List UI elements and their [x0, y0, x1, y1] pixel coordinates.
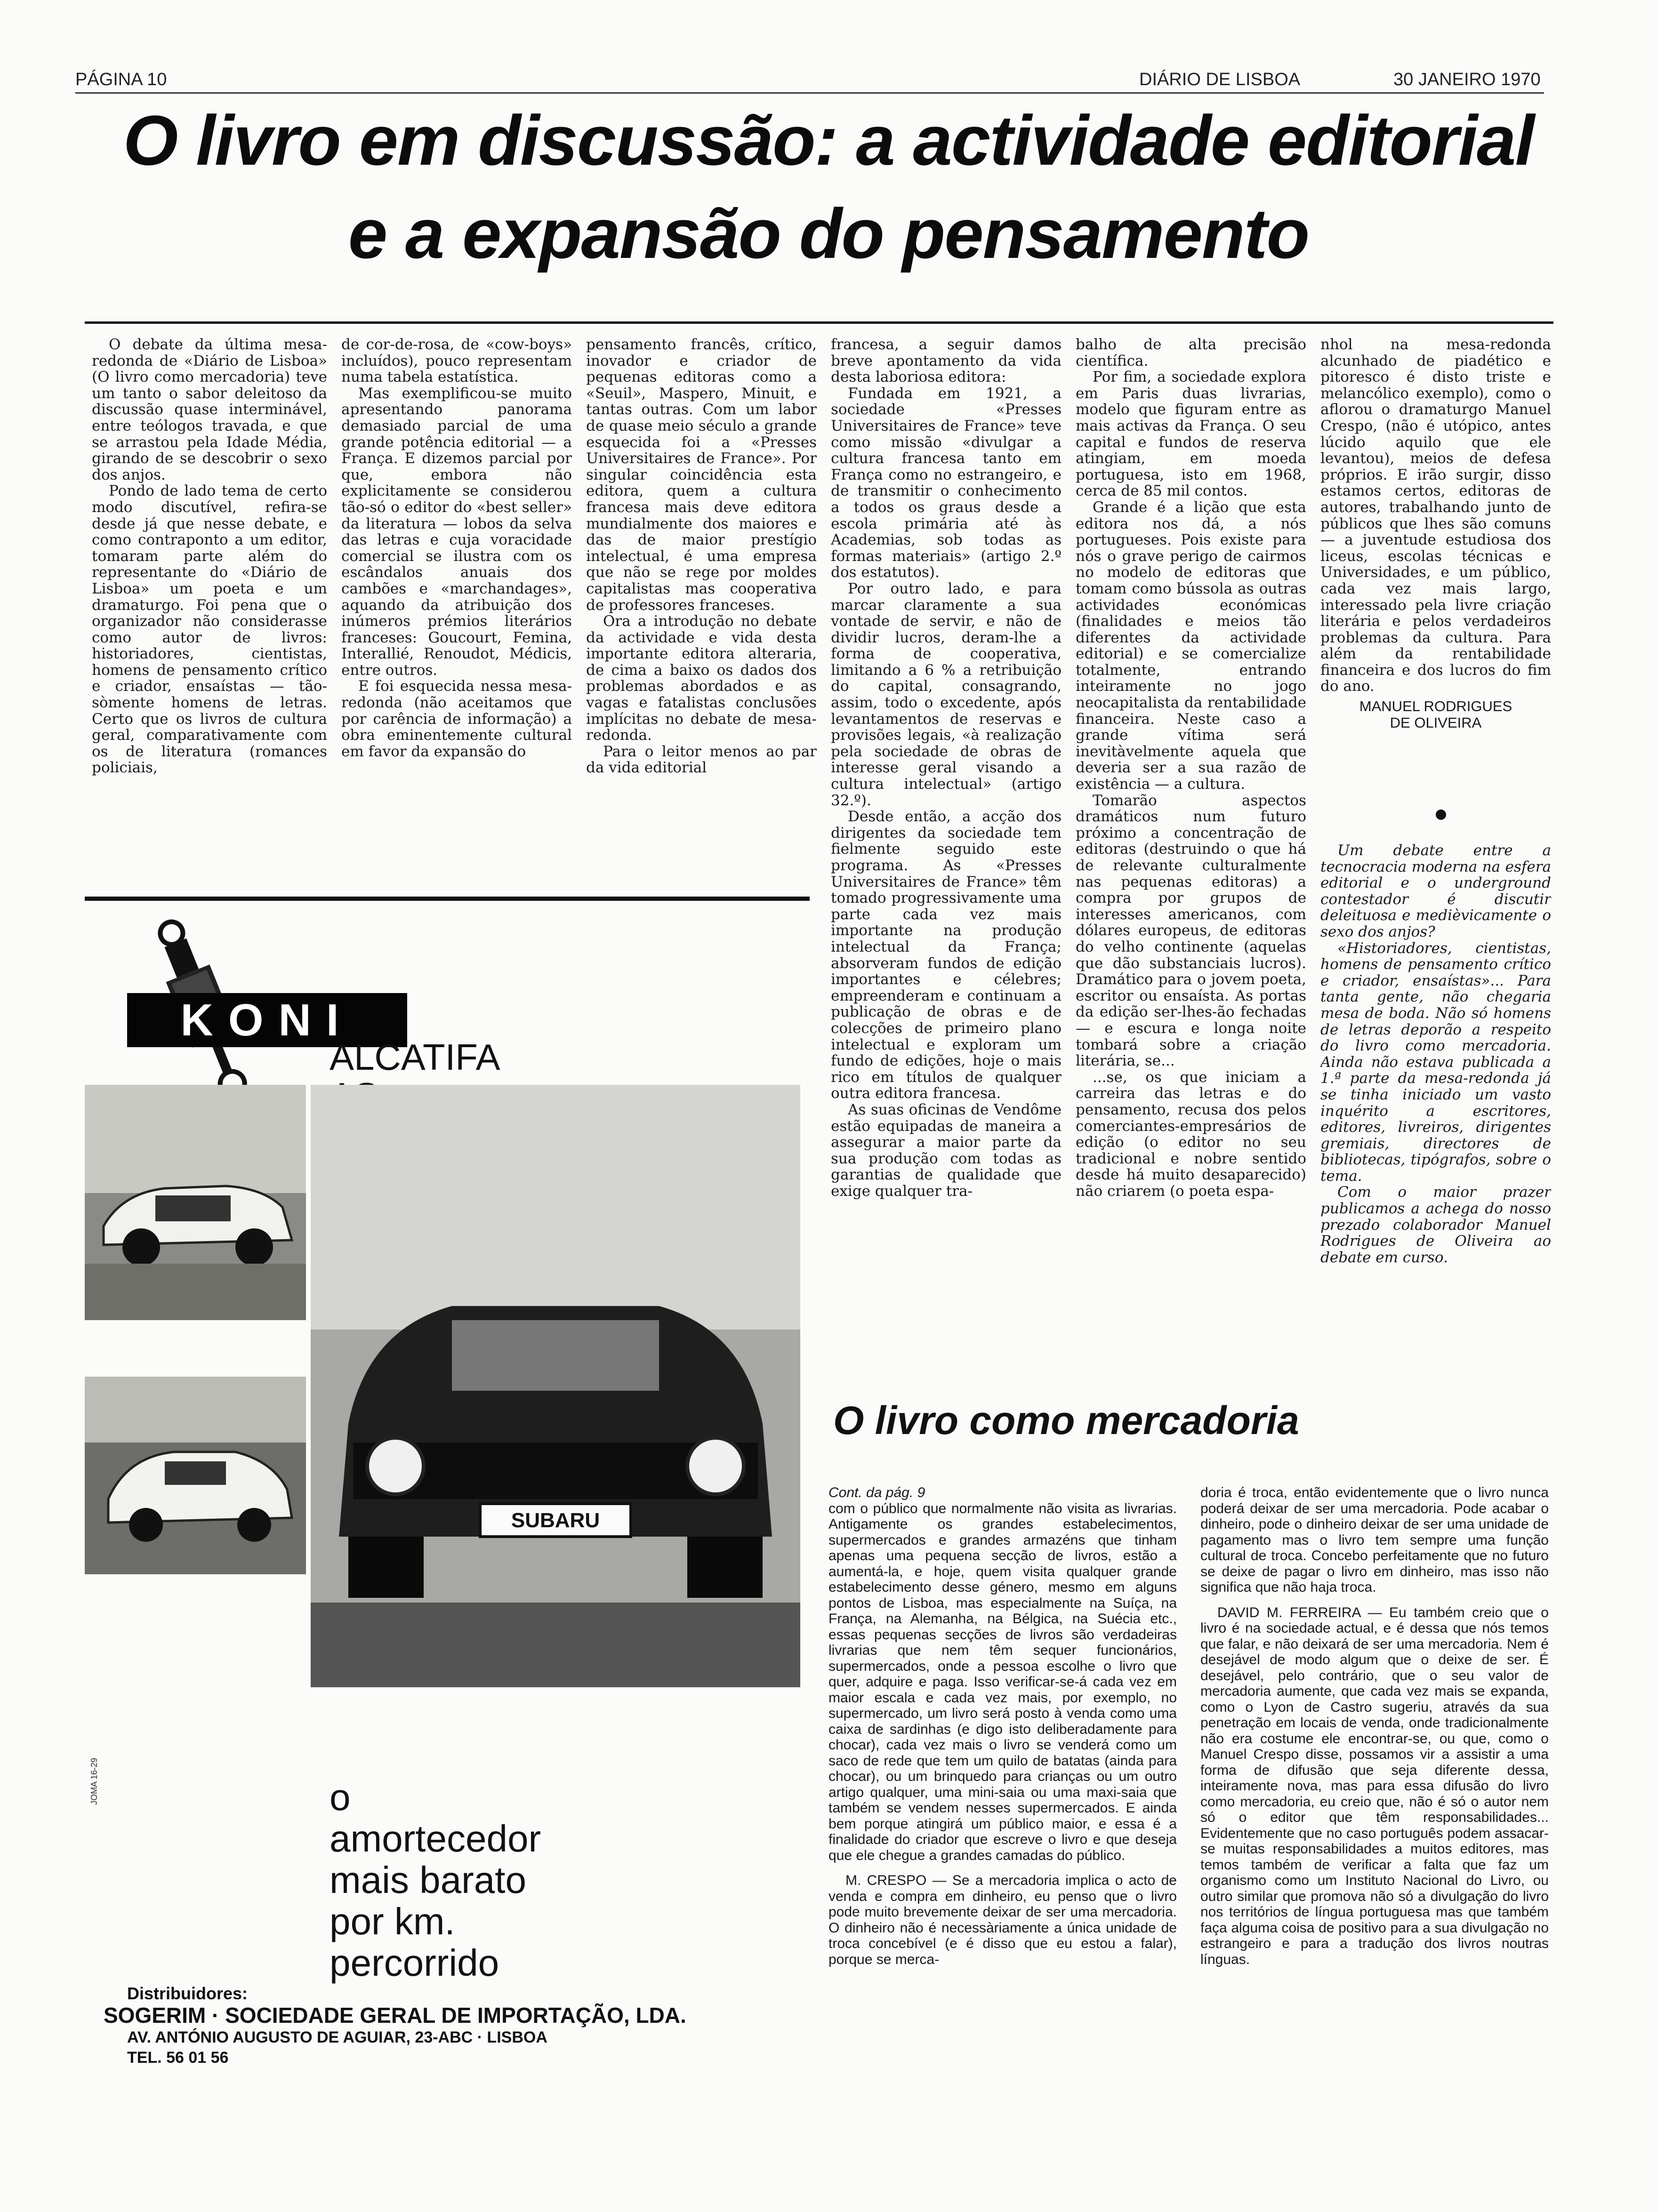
subaru-car-photo — [311, 1085, 800, 1687]
paragraph: de cor-de-rosa, de «cow-boys» incluídos), pouco representam numa tabela estatística. — [341, 337, 572, 386]
paragraph: doria é troca, então evidentemente que o livro nunca poderá deixar de ser uma mercadoria. Pode acabar o dinheiro, pode o dinheiro deixar de ser uma unidade de pagamento mas o livro tem sempre uma função cultural de troca. Concebo perfeitamente que no futuro se deixe de pagar o livro em dinheiro, mas isso não significa que não haja troca. — [1200, 1485, 1549, 1595]
paragraph: balho de alta precisão científica. — [1076, 337, 1306, 369]
author-signature-line-2: DE OLIVEIRA — [1390, 714, 1482, 731]
article-column-2 — [341, 337, 572, 859]
article-column-1 — [92, 337, 327, 859]
slogan-line: ALCATIFA — [330, 1036, 500, 1078]
tagline-line: amortecedor — [330, 1818, 541, 1859]
article-column-4 — [831, 337, 1062, 1362]
author-signature-line-1: MANUEL RODRIGUES — [1359, 698, 1512, 715]
header-rule — [75, 92, 1544, 94]
car-photo-top-left — [85, 1085, 306, 1320]
headline-line-2: e a expansão do pensamento — [348, 194, 1309, 273]
paragraph: com o público que normalmente não visita as livrarias. Antigamente os grandes estabelecimentos, supermercados e grandes armazéns que tinham apenas uma pequena secção de livros, estão a aumentá-la, e hoje, quem visita qualquer grande estabelecimento desse género, mesmo em alguns pontos de Lisboa, mas especialmente na Suíça, na França, na Alemanha, na Bélgica, na Suécia etc., essas pequenas secções de livros são verdadeiras livrarias que nem têm sequer funcionários, supermercados, onde a pessoa escolhe o livro que quer, adquire e paga. Isso verificar-se-á cada vez em maior escala e cada vez mais, por exemplo, no supermercado, um livro será posto à venda como uma caixa de sardinhas (e digo isto deliberadamente para chocar), cada vez mais o livro se venderá como um saco de rede que tem um quilo de batatas (ainda para chocar), ou um brinquedo para crianças ou um outro artigo qualquer, uma mini-saia ou uma maxi-saia que também se vendem nesses supermercados. E ainda bem porque atingirá um público maior, e essa é a finalidade do criador que escreve o livro e que deseja que ele chegue a grandes camadas do público. — [828, 1500, 1177, 1863]
second-article-title: O livro como mercadoria — [833, 1398, 1299, 1443]
paragraph: Fundada em 1921, a sociedade «Presses Universitaires de France» teve como missão «divulgar a cultura francesa tanto em França como no estrangeiro, e de transmitir o conhecimento a todos os graus desde a escola primária até às Academias, sob todas as formas materiais» (artigo 2.º dos estatutos). — [831, 385, 1062, 581]
paragraph: pensamento francês, crítico, inovador e criador de pequenas editoras como a «Seuil», Maspero, Minuit, e tantas outras. Com um labor de quase meio século a grande esquecida foi a «Presses Universitaires de France». Por singular coincidência esta editora, quem a cultura francesa mais deve editora mundialmente dos maiores e das de maior prestígio intelectual, é uma empresa que não se rege por moldes capitalistas mas cooperativa de professores franceses. — [586, 337, 817, 614]
newspaper-name: DIÁRIO DE LISBOA — [1139, 70, 1301, 89]
tagline-line: o — [330, 1776, 351, 1818]
article-column-6 — [1320, 337, 1551, 793]
paragraph: DAVID M. FERREIRA — Eu também creio que o livro é na sociedade actual, e é dessa que nós temos que falar, e não deixará de ser uma mercadoria. Nem é desejável de modo algum que o deixe de ser. É desejável, pelo contrário, que o seu valor de mercadoria aumente, que cada vez mais se expanda, como o Lyon de Castro sugeriu, através da sua penetração em locais de venda, onde tradicionalmente não era costume ele encontrar-se, ou que, como o Manuel Crespo disse, possamos vir a assistir a uma forma de difusão que seja diferente dessa, inteiramente nova, mas para essa difusão do livro como mercadoria, eu creio que, não é só o autor nem só o editor que têm responsabilidades... Evidentemente que no caso português podem assacar-se muitas responsabilidades a muitos editores, mas temos também de verificar a falta que faz um organismo como um Instituto Nacional do Livro, ou outro similar que promova não só a divulgação do livro nos territórios de língua portuguesa mas que também faça alguma coisa de positivo para a sua divulgação no estrangeiro e para a tradução dos livros noutras línguas. — [1200, 1604, 1549, 1967]
paragraph: Grande é a lição que esta editora nos dá, a nós portugueses. Pois existe para nós o grave perigo de cairmos no modelo de editoras que tomam como bússola as outras actividades económicas (finalidades e meios tão diferentes da actividade editorial) e se comercialize totalmente, entrando inteiramente no jogo neocapitalista da rentabilidade financeira. Neste caso a grande vítima será inevitàvelmente aquela que deveria ser a sua razão de existência — a cultura. — [1076, 498, 1306, 793]
headline-rule — [85, 321, 1553, 324]
paragraph: francesa, a seguir damos breve apontamento da vida desta laboriosa editora: — [831, 337, 1062, 386]
paragraph: «Historiadores, cientistas, homens de pensamento crítico e criador, ensaístas»... Para tanta gente, não chegaria mesa de boda. Não só homens de letras deporão a respeito do livro como mercadoria. Ainda não estava publicada a 1.ª parte da mesa-redonda já se tinha iniciado um vasto inquérito a escritores, editores, livreiros, dirigentes gremiais, directores de bibliotecas, tipógrafos, sobre o tema. — [1320, 939, 1551, 1185]
paragraph: nhol na mesa-redonda alcunhado de piadético e pitoresco é disto triste e melancólico exemplo), como o aflorou o dramaturgo Manuel Crespo, (não é utópico, antes lúcido aquilo que ele levantou), meios de defesa próprios. E irão surgir, disso estamos certos, editoras de autores, trabalhando junto de públicos que lhes são comuns — a juventude estudiosa dos liceus, escolas técnicas e Universidades, e um público, cada vez mais largo, interessado pela livre criação literária e pelos verdadeiros problemas da cultura. Para além da rentabilidade financeira e dos lucros do fim do ano. — [1320, 337, 1551, 695]
paragraph: Por outro lado, e para marcar claramente a sua vontade de servir, e não de dividir lucros, deram-lhe a forma de cooperativa, limitando a 6 % a retribuição do capital, consagrando, assim, todo o excedente, após levantamentos de reservas e provisões legais, «à realização pela sociedade de obras de interesse geral visando a cultura intelectual» (artigo 32.º). — [831, 580, 1062, 809]
tagline-line: por km. — [330, 1900, 455, 1942]
paragraph: Ora a introdução no debate da actividade e vida desta importante editora alteraria, de cima a baixo os dados dos problemas abordados e as vagas e fatalistas conclusões implícitas no debate de mesa-redonda. — [586, 613, 817, 744]
tagline-line: mais barato — [330, 1859, 526, 1901]
issue-date: 30 JANEIRO 1970 — [1393, 70, 1541, 89]
distributor-address: AV. ANTÓNIO AUGUSTO DE AGUIAR, 23-ABC · LISBOA — [127, 2028, 547, 2046]
continuation-reference: Cont. da pág. 9 — [828, 1485, 925, 1500]
paragraph: O debate da última mesa-redonda de «Diário de Lisboa» (O livro como mercadoria) teve um tanto o sabor deleitoso da discussão quase interminável, entre teólogos travada, e que se arrastou pela Idade Média, girando de se descobrir o sexo dos anjos. — [92, 337, 327, 483]
article-column-3 — [586, 337, 817, 859]
section-bullet — [1436, 809, 1446, 820]
car-photo-bottom-left — [85, 1377, 306, 1574]
paragraph: Mas exemplificou-se muito apresentando panorama demasiado parcial de uma grande potência editorial — a França. E dizemos parcial por que, embora não explicitamente se considerou tão-só o editor do «best seller» da literatura — lobos da selva das letras e cuja voracidade comercial se ilustra com os escândalos anuais dos cambões e «marchandages», aquando da atribuição dos inúmeros prémios literários franceses: Goucourt, Femina, Interallié, Renoudot, Médicis, entre outros. — [341, 385, 572, 679]
koni-logo: KONI — [127, 993, 407, 1047]
paragraph: Com o maior prazer publicamos a achega do nosso prezado colaborador Manuel Rodrigues de Oliveira ao debate em curso. — [1320, 1184, 1551, 1266]
article-column-5 — [1076, 337, 1306, 1362]
paragraph: Por fim, a sociedade explora em Paris duas livrarias, modelo que figuram entre as mais activas da França. O seu capital e fundos de reserva atingiam, em moeda portuguesa, isto em 1968, cerca de 85 mil contos. — [1076, 369, 1306, 500]
page-number: PÁGINA 10 — [75, 70, 167, 89]
paragraph: Um debate entre a tecnocracia moderna na esfera editorial e o underground contestador é discutir deleituosa e medièvicamente o sexo dos anjos? — [1320, 842, 1551, 940]
koni-advertisement — [85, 897, 800, 2068]
distributors-label: Distribuidores: — [127, 1984, 248, 2003]
paragraph: As suas oficinas de Vendôme estão equipadas de maneira a assegurar a maior parte da sua produção com todas as garantias de qualidade que exige qualquer tra- — [831, 1101, 1062, 1200]
editorial-intro — [1320, 842, 1551, 1351]
paragraph: E foi esquecida nessa mesa-redonda (não aceitamos que por carência de informação) a obra eminentemente cultural em favor da expansão do — [341, 678, 572, 760]
distributor-phone: TEL. 56 01 56 — [127, 2049, 229, 2067]
paragraph: M. CRESPO — Se a mercadoria implica o acto de venda e compra em dinheiro, eu penso que o livro pode muito brevemente deixar de ser uma mercadoria. O dinheiro não é necessàriamente a única unidade de troca concebível (e é disso que eu estou a falar), porque se merca- — [828, 1873, 1177, 1967]
second-article-left-column — [828, 1485, 1177, 2134]
distributor-name: SOGERIM · SOCIEDADE GERAL DE IMPORTAÇÃO, LDA. — [104, 2003, 686, 2028]
agency-reference: JOMA 16-29 — [89, 1758, 99, 1805]
paragraph: Para o leitor menos ao par da vida editorial — [586, 743, 817, 777]
paragraph: Pondo de lado tema de certo modo discutível, refira-se desde já que nesse debate, e como contraponto a um editor, tomaram parte além do representante do «Diário de Lisboa» um poeta e um dramaturgo. Foi pena que o organizador não considerasse como autor de livros: historiadores, cientistas, homens de pensamento crítico e criador, ensaístas — tão-sòmente homens de letras. Certo que os livros de cultura geral, comparativamente com os de literatura (romances policiais, — [92, 482, 327, 777]
paragraph: Tomarão aspectos dramáticos num futuro próximo a concentração de editoras (destruindo o que há de relevante culturalmente nas pequenas editoras) a compra por grupos de interesses americanos, com dólares europeus, de editoras do velho continente (aquelas que dão substanciais lucros). Dramático para o jovem poeta, escritor ou ensaísta. As portas da edição ser-lhes-ão fechadas — e escura e longa noite tombará sobre a criação literária, se... — [1076, 792, 1306, 1070]
paragraph: Desde então, a acção dos dirigentes da sociedade tem fielmente seguido este programa. As «Presses Universitaires de France» têm tomado progressivamente uma parte cada vez mais importante na produção intelectual da França; absorveram fundos de edição importantes e célebres; empreenderam e continuam a publicação de obras e de colecções de primeiro plano intelectual e exploram um fundo de edições, hoje o mais rico em títulos de qualquer outra editora francesa. — [831, 808, 1062, 1102]
ad-tagline — [330, 1777, 541, 1984]
headline-line-1: O livro em discussão: a actividade editorial — [123, 101, 1534, 180]
tagline-line: percorrido — [330, 1942, 499, 1984]
paragraph: ...se, os que iniciam a carreira das letras e do pensamento, recusa dos pelos comerciantes-empresários de edição (o editor no seu tradicional e nobre sentido desde há muito desaparecido) não criarem (o poeta espa- — [1076, 1068, 1306, 1200]
second-article-right-column — [1200, 1485, 1549, 2134]
license-plate-text: SUBARU — [511, 1509, 600, 1532]
